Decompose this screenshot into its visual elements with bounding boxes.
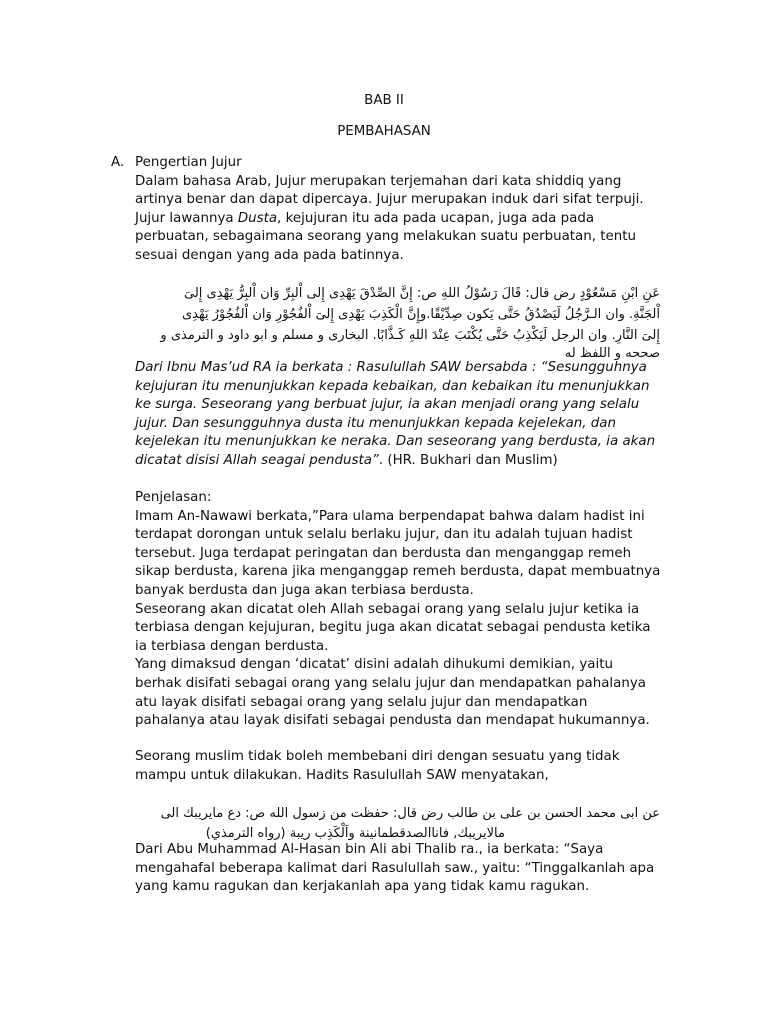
paragraph-line: terdapat dorongan untuk selalu berlaku jujur, dan itu adalah tujuan hadist [135, 527, 633, 543]
hadith-translation-1 [135, 359, 675, 471]
section-title: PEMBAHASAN [337, 124, 431, 139]
text-run: , kejujuran itu ada pada ucapan, juga ada pada [277, 210, 595, 226]
paragraph-line: Dari Abu Muhammad Al-Hasan bin Ali abi Thalib ra., ia berkata: “Saya [135, 842, 604, 857]
paragraph-line: sesuai dengan yang ada pada batinnya. [135, 247, 404, 263]
paragraph-line: berhak disifati sebagai orang yang selalu jujur dan mendapatkan pahalanya [135, 675, 646, 691]
intro-section [135, 154, 675, 266]
paragraph-line: ia terbiasa dengan berdusta. [135, 638, 329, 654]
paragraph-line: Seorang muslim tidak boleh membebani diri dengan sesuatu yang tidak [135, 749, 620, 764]
italic-term: Dusta [237, 210, 278, 226]
paragraph-line [135, 210, 675, 229]
translation-line: ke surga. Seseorang yang berbuat jujur, ia akan menjadi orang yang selalu [135, 397, 640, 413]
paragraph-line: terbiasa dengan kejujuran, begitu juga akan dicatat sebagai pendusta ketika [135, 620, 651, 636]
translation-line: kejelekan itu menunjukkan ke neraka. Dan seseorang yang berdusta, ia akan [135, 434, 656, 450]
paragraph-line: artinya benar dan dapat dipercaya. Jujur merupakan induk dari sifat terpuji. [135, 192, 644, 208]
hadith-source: . (HR. Bukhari dan Muslim) [378, 452, 558, 468]
section-heading: Pengertian Jujur [135, 155, 242, 170]
arabic-hadith-1 [132, 283, 660, 362]
explanation-label: Penjelasan: [135, 490, 212, 505]
translation-text: dicatat disisi Allah seagai pendusta” [135, 452, 379, 468]
arabic-line: مالايريبك, فاناالصدقطمانينة واَلْكَذِب ريبة (رواه الترمذي) [205, 826, 505, 841]
arabic-hadith-2 [120, 804, 660, 844]
arabic-line: صححه و اللفظ له [564, 346, 660, 361]
translation-line: kejujuran itu menunjukkan kepada kebaikan, dan kebaikan itu menunjukkan [135, 378, 650, 394]
paragraph-line: Yang dimaksud dengan ‘dicatat’ disini adalah dihukumi demikian, yaitu [135, 657, 613, 673]
paragraph-line: tersebut. Juga terdapat peringatan dan berdusta dan menganggap remeh [135, 545, 632, 561]
paragraph-line: perbuatan, sebagaimana seorang yang melakukan suatu perbuatan, tentu [135, 229, 636, 245]
chapter-title: BAB II [364, 93, 404, 108]
paragraph-line: sikap berdusta, karena jika menganggap remeh berdusta, dapat membuatnya [135, 564, 661, 580]
explanation-closing [135, 748, 675, 785]
paragraph-line: Seseorang akan dicatat oleh Allah sebagai orang yang selalu jujur ketika ia [135, 601, 640, 617]
paragraph-line: mampu untuk dilakukan. Hadits Rasulullah SAW menyatakan, [135, 767, 549, 783]
paragraph-line: mengahafal beberapa kalimat dari Rasulullah saw., yaitu: “Tinggalkanlah apa [135, 860, 655, 876]
translation-line [135, 452, 675, 471]
hadith-translation-2 [135, 841, 675, 897]
paragraph-line: Dalam bahasa Arab, Jujur merupakan terjemahan dari kata shiddiq yang [135, 173, 622, 189]
paragraph-line: yang kamu ragukan dan kerjakanlah apa yang tidak kamu ragukan. [135, 879, 590, 895]
paragraph-line: Imam An-Nawawi berkata,”Para ulama berpendapat bahwa dalam hadist ini [135, 508, 645, 524]
text-run: Jujur lawannya [135, 210, 238, 226]
arabic-line: عن ابى محمد الحسن بن على بن طالب رض قال: حفظت من زسول الله ص: دع مايريبك الى [160, 806, 660, 821]
paragraph-line: atu layak disifati sebagai orang yang selalu jujur dan mendapatkan [135, 694, 588, 710]
paragraph-line: banyak berdusta dan juga akan terbiasa berdusta. [135, 582, 474, 598]
translation-line: jujur. Dan sesungguhnya dusta itu menunjukkan kepada kejelekan, dan [135, 415, 616, 431]
arabic-line: عَنِ ابْنِ مَسْعُوْدٍ رض قال: قَالَ رَسُوْلُ اللهِ ص: إِنَّ الصِّدْقَ يَهْدِى إِلى اْلبِرِّ وَان اْلبِرُّ يَهْدِى إِلىَ [184, 286, 660, 301]
translation-line: Dari Ibnu Mas’ud RA ia berkata : Rasulullah SAW bersabda : “Sesungguhnya [135, 360, 647, 375]
explanation-section [135, 489, 675, 731]
paragraph-line: pahalanya atau layak disifati sebagai pendusta dan mendapat hukumannya. [135, 713, 650, 729]
arabic-line: اْلجَنَّةِ. وان الـرَّجُلُ لَيَصْدُقُ حَتَّى يَكون صِدِّيْقًا.وإِنَّ الْكَذِبَ يَهْدِى إِلىَ اْلفُجُوْرِ وَان اْلفُجُوْرُ يَهْدِى [181, 307, 660, 322]
arabic-line: إِلىَ النَّارِ. وان الرجل لَيَكْذِبُ حَتَّى يُكْتَبَ عِنْدَ اللهِ كَـذَّابًا. البخارى و مسلم و ابو داود و الترمذى و [160, 328, 660, 343]
list-marker: A. [111, 155, 125, 170]
